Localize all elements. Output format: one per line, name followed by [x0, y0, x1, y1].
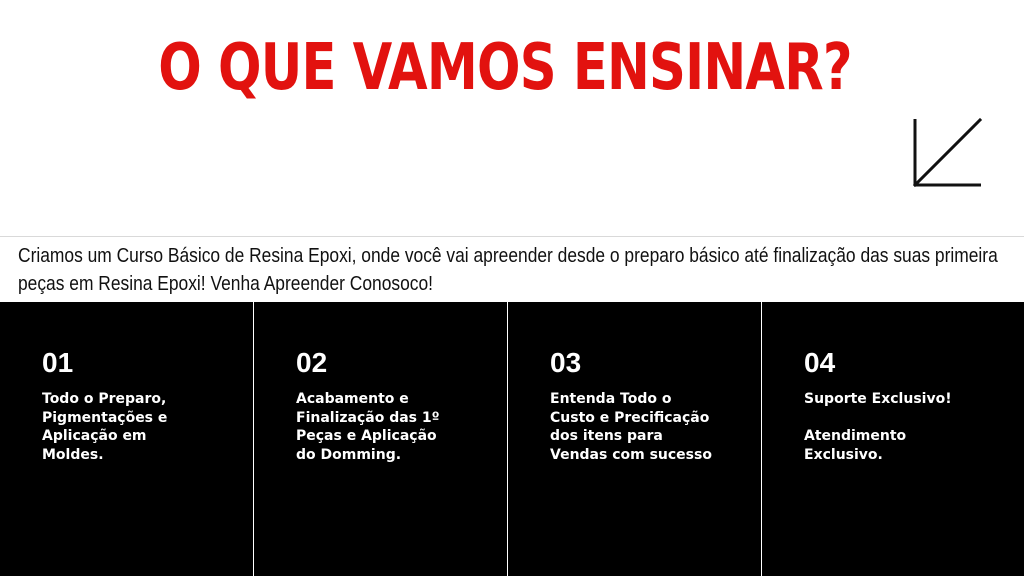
- step-description: Entenda Todo o Custo e Precificação dos itens para Vendas com sucesso: [550, 391, 712, 463]
- step-description: Todo o Preparo, Pigmentações e Aplicação em Moldes.: [42, 391, 168, 463]
- step-description: Suporte Exclusivo! Atendimento Exclusivo.: [804, 391, 952, 463]
- intro-paragraph: Criamos um Curso Básico de Resina Epoxi, onde você vai apreender desde o preparo básico até finalização das suas primeira peças em Resina Epoxi! Venha Apreender Conosoco!: [18, 245, 998, 295]
- steps-panel: [0, 302, 1024, 576]
- step-card-03: [508, 302, 762, 576]
- arrow-down-left-icon: [908, 114, 988, 194]
- step-number: 03: [550, 347, 582, 378]
- step-number: 02: [296, 347, 328, 378]
- step-card-01: [0, 302, 254, 576]
- page-title: O QUE VAMOS ENSINAR?: [158, 31, 852, 105]
- step-description: Acabamento e Finalização das 1º Peças e Aplicação do Domming.: [296, 391, 440, 463]
- step-card-04: [762, 302, 1024, 576]
- section-divider: [0, 236, 1024, 237]
- step-number: 04: [804, 347, 836, 378]
- step-card-02: [254, 302, 508, 576]
- step-number: 01: [42, 347, 74, 378]
